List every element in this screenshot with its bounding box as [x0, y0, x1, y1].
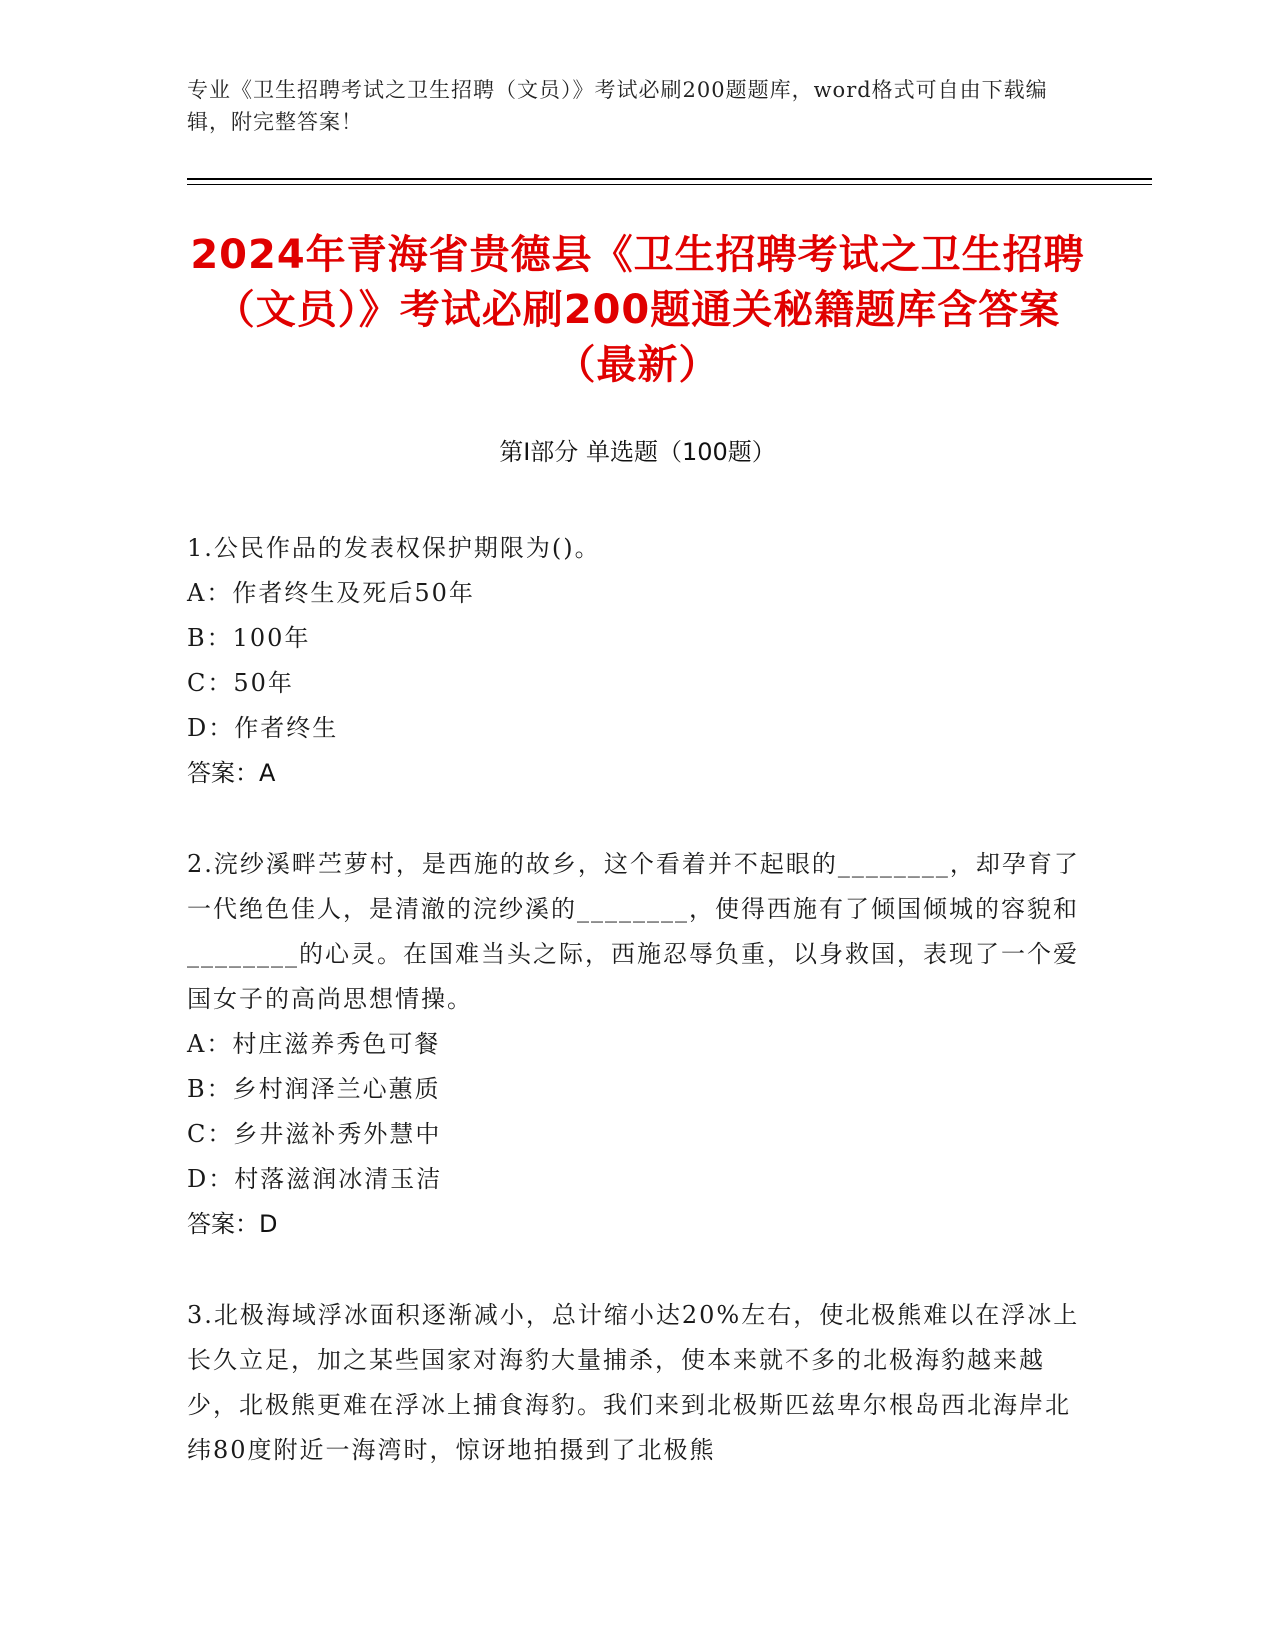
question-option-d: D：作者终生 [187, 714, 339, 742]
question-stem: 2.浣纱溪畔苎萝村，是西施的故乡，这个看着并不起眼的________，却孕育了一代绝色佳人，是清澈的浣纱溪的________，使得西施有了倾国倾城的容貌和________的心灵。在国难当头之际，西施忍辱负重，以身救国，表现了一个爱国女子的高尚思想情操。 [187, 850, 1080, 1013]
question-3 [187, 1293, 1087, 1473]
question-list [187, 526, 1087, 1519]
question-option-b: B：乡村润泽兰心蕙质 [187, 1075, 441, 1103]
section-title: 第Ⅰ部分 单选题（100题） [499, 438, 776, 466]
document-title: 2024年青海省贵德县《卫生招聘考试之卫生招聘（文员）》考试必刷200题通关秘籍题库含答案（最新） [190, 232, 1085, 388]
question-option-a: A：村庄滋养秀色可餐 [187, 1030, 441, 1058]
question-2 [187, 842, 1087, 1247]
question-option-c: C：50年 [187, 669, 294, 697]
question-option-d: D：村落滋润冰清玉洁 [187, 1165, 443, 1193]
question-1 [187, 526, 1087, 796]
header-divider-thick [187, 178, 1152, 180]
header-divider-thin [187, 184, 1152, 185]
question-answer: 答案：A [187, 759, 276, 787]
question-stem: 1.公民作品的发表权保护期限为()。 [187, 534, 601, 562]
header-note: 专业《卫生招聘考试之卫生招聘（文员）》考试必刷200题题库，word格式可自由下载编辑，附完整答案！ [187, 78, 1048, 134]
question-option-c: C：乡井滋补秀外慧中 [187, 1120, 442, 1148]
question-option-b: B：100年 [187, 624, 311, 652]
question-stem: 3.北极海域浮冰面积逐渐减小，总计缩小达20%左右，使北极熊难以在浮冰上长久立足，加之某些国家对海豹大量捕杀，使本来就不多的北极海豹越来越少，北极熊更难在浮冰上捕食海豹。我们来到北极斯匹兹卑尔根岛西北海岸北纬80度附近一海湾时，惊讶地拍摄到了北极熊 [187, 1301, 1080, 1464]
question-option-a: A：作者终生及死后50年 [187, 579, 475, 607]
question-answer: 答案：D [187, 1210, 278, 1238]
